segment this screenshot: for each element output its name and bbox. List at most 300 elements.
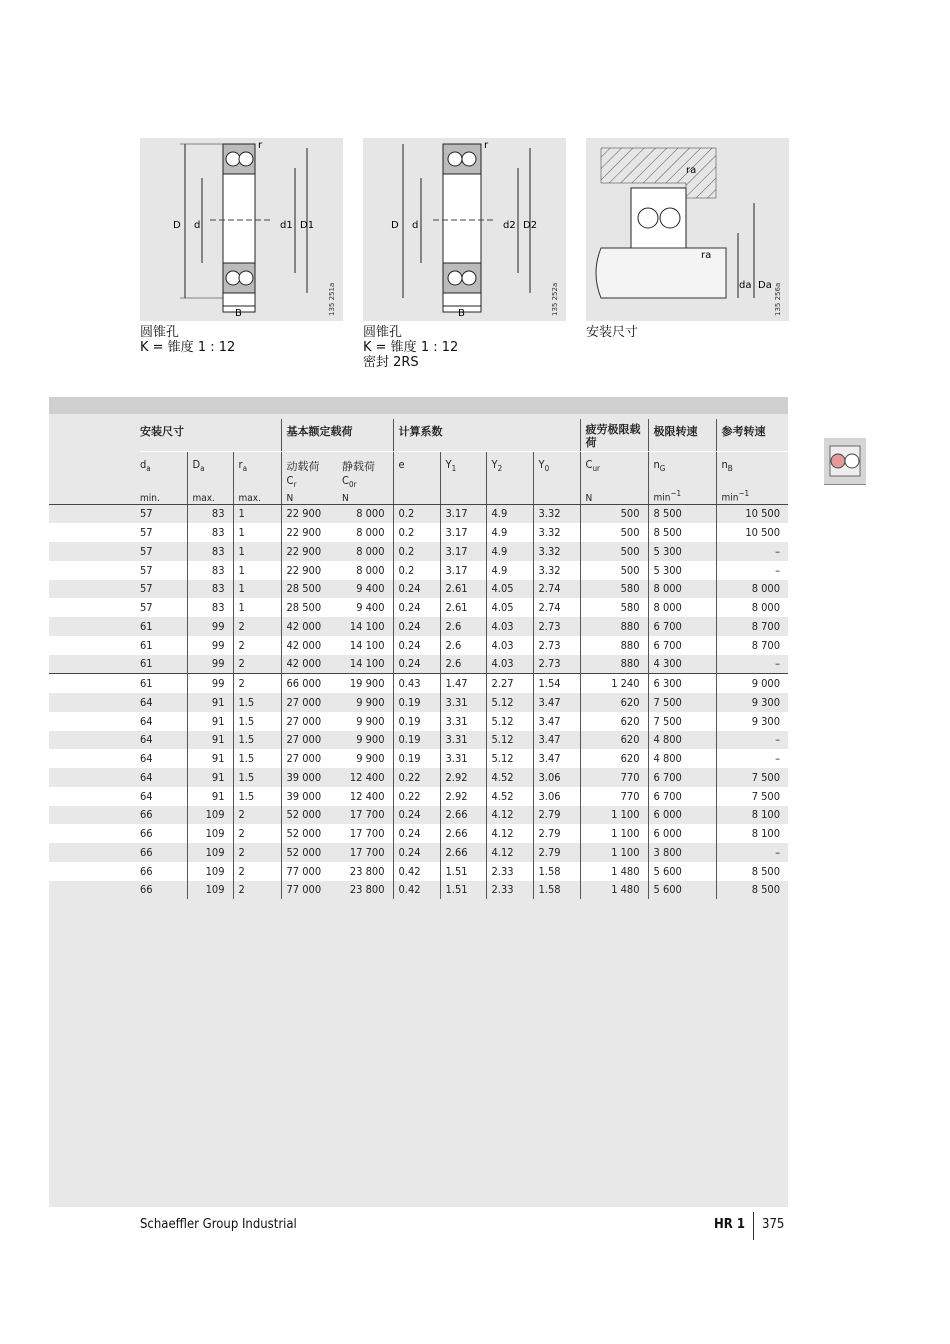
table-row	[49, 598, 788, 617]
cell-Y2: 5.12	[486, 712, 533, 731]
cell-Cr: 52 000	[281, 843, 337, 862]
cell-Y0: 3.47	[533, 731, 580, 750]
cell-da: 64	[140, 749, 187, 768]
row-lead	[49, 674, 140, 693]
cell-da: 66	[140, 862, 187, 881]
sym-da-main: d	[140, 458, 147, 471]
cell-e: 0.2	[393, 542, 440, 561]
cell-Cr: 52 000	[281, 806, 337, 825]
fig1-r-label: r	[258, 140, 263, 151]
cell-nB: –	[716, 655, 788, 674]
unit-N-2: N	[337, 489, 393, 504]
cell-nG: 6 700	[648, 768, 716, 787]
caption-2-line-3: 密封 2RS	[363, 355, 419, 370]
row-lead	[49, 504, 140, 523]
cell-da: 66	[140, 824, 187, 843]
cell-e: 0.24	[393, 843, 440, 862]
sym-dyn-text: 动载荷	[286, 460, 320, 473]
footer-catalog-text: HR 1	[714, 1217, 746, 1232]
cell-nG: 5 300	[648, 542, 716, 561]
cell-ra: 1	[233, 598, 281, 617]
cell-nB: 8 500	[716, 862, 788, 881]
cell-Cr: 77 000	[281, 862, 337, 881]
sym-C0r-main: C	[342, 474, 349, 487]
cell-Y0: 2.74	[533, 598, 580, 617]
cell-Y0: 2.79	[533, 824, 580, 843]
table-row	[49, 806, 788, 825]
cell-Y1: 3.17	[440, 504, 486, 523]
row-lead	[49, 806, 140, 825]
row-lead	[49, 580, 140, 599]
cell-Y0: 3.32	[533, 523, 580, 542]
table-row	[49, 655, 788, 674]
cell-Y2: 2.33	[486, 862, 533, 881]
cell-Y2: 2.33	[486, 881, 533, 900]
sym-Da-sub: a	[200, 464, 205, 474]
cell-Y1: 2.92	[440, 768, 486, 787]
cell-Y0: 3.32	[533, 561, 580, 580]
cell-ra: 2	[233, 881, 281, 900]
cell-da: 64	[140, 787, 187, 806]
sym-nB-main: n	[721, 458, 728, 471]
cell-Y0: 3.06	[533, 768, 580, 787]
cell-Da: 99	[187, 674, 233, 693]
cell-Cur: 500	[580, 561, 648, 580]
row-lead	[49, 712, 140, 731]
cell-Cur: 500	[580, 504, 648, 523]
cell-Da: 99	[187, 617, 233, 636]
cell-Y1: 2.92	[440, 787, 486, 806]
table-body	[49, 504, 788, 899]
cell-ra: 1	[233, 561, 281, 580]
cell-C0r: 8 000	[337, 542, 393, 561]
cell-e: 0.19	[393, 712, 440, 731]
unit-rpm-1-exp: −1	[670, 489, 682, 499]
cell-Cr: 22 900	[281, 523, 337, 542]
cell-Cr: 42 000	[281, 655, 337, 674]
cell-Cr: 77 000	[281, 881, 337, 900]
cell-Y2: 5.12	[486, 749, 533, 768]
table-row	[49, 749, 788, 768]
row-lead	[49, 787, 140, 806]
footer-company: Schaeffler Group Industrial	[140, 1217, 297, 1232]
sym-C0r-sub: 0r	[348, 480, 357, 490]
table-symbol-row	[49, 452, 788, 490]
sym-da-sub: a	[146, 464, 151, 474]
cell-Cr: 27 000	[281, 693, 337, 712]
fig3-Da-label: Da	[758, 280, 772, 291]
cell-Y1: 1.51	[440, 862, 486, 881]
sym-stat-text: 静载荷	[342, 460, 376, 473]
cell-nG: 7 500	[648, 712, 716, 731]
cell-nB: 8 000	[716, 598, 788, 617]
caption-2-line-2: K = 锥度 1 : 12	[363, 340, 459, 355]
fig2-D-label: D	[391, 220, 399, 231]
cell-da: 57	[140, 580, 187, 599]
sym-Cur-sub: ur	[592, 464, 600, 474]
table-row	[49, 787, 788, 806]
cell-nB: 10 500	[716, 523, 788, 542]
group-calc-factors: 计算系数	[393, 419, 580, 452]
cell-Cur: 1 240	[580, 674, 648, 693]
cell-Y2: 4.12	[486, 843, 533, 862]
cell-ra: 2	[233, 862, 281, 881]
cell-ra: 1.5	[233, 731, 281, 750]
cell-Y0: 2.79	[533, 806, 580, 825]
cell-nG: 6 700	[648, 787, 716, 806]
cell-Y2: 2.27	[486, 674, 533, 693]
cell-Y0: 3.47	[533, 693, 580, 712]
sym-Y1-main: Y	[445, 458, 452, 471]
sym-nG	[648, 452, 716, 490]
row-lead	[49, 542, 140, 561]
cell-Y1: 2.6	[440, 617, 486, 636]
cell-ra: 1.5	[233, 787, 281, 806]
group-mounting-dims: 安装尺寸	[140, 419, 281, 452]
table-unit-row	[49, 489, 788, 504]
cell-Y2: 4.12	[486, 806, 533, 825]
cell-Y0: 3.47	[533, 749, 580, 768]
cell-ra: 1	[233, 542, 281, 561]
sym-Cur-main: C	[585, 458, 593, 471]
group-limiting-speed: 极限转速	[648, 419, 716, 452]
cell-e: 0.2	[393, 561, 440, 580]
sym-Cr-main: C	[286, 474, 294, 487]
cell-e: 0.24	[393, 655, 440, 674]
unit-rpm-1-main: min	[653, 492, 671, 504]
cell-Cr: 39 000	[281, 787, 337, 806]
cell-da: 61	[140, 636, 187, 655]
table-row	[49, 523, 788, 542]
cell-Cur: 620	[580, 712, 648, 731]
cell-nB: 9 300	[716, 712, 788, 731]
cell-C0r: 14 100	[337, 617, 393, 636]
cell-C0r: 9 900	[337, 712, 393, 731]
cell-Da: 83	[187, 598, 233, 617]
cell-da: 57	[140, 504, 187, 523]
cell-Da: 83	[187, 580, 233, 599]
cell-Y0: 2.73	[533, 617, 580, 636]
caption-2-line-1: 圆锥孔	[363, 325, 403, 340]
row-lead	[49, 693, 140, 712]
cell-nB: 8 500	[716, 881, 788, 900]
cell-da: 66	[140, 806, 187, 825]
cell-nB: 8 100	[716, 824, 788, 843]
cell-Cur: 500	[580, 523, 648, 542]
cell-Cr: 28 500	[281, 580, 337, 599]
cell-C0r: 8 000	[337, 561, 393, 580]
cell-e: 0.24	[393, 598, 440, 617]
cell-nG: 8 500	[648, 504, 716, 523]
cell-da: 57	[140, 542, 187, 561]
cell-Da: 109	[187, 806, 233, 825]
cell-da: 57	[140, 598, 187, 617]
cell-Y2: 4.9	[486, 523, 533, 542]
fig2-d2-label: d2	[503, 220, 516, 231]
table-row	[49, 881, 788, 900]
caption-figure-2	[363, 325, 458, 370]
table-row	[49, 580, 788, 599]
cell-Y1: 2.6	[440, 655, 486, 674]
cell-da: 64	[140, 768, 187, 787]
cell-Y0: 2.79	[533, 843, 580, 862]
cell-Y0: 3.06	[533, 787, 580, 806]
cell-nG: 7 500	[648, 693, 716, 712]
cell-da: 64	[140, 693, 187, 712]
cell-da: 57	[140, 523, 187, 542]
cell-Cur: 880	[580, 655, 648, 674]
row-lead	[49, 636, 140, 655]
table-row	[49, 693, 788, 712]
fig3-da-label: da	[739, 280, 752, 291]
row-lead	[49, 768, 140, 787]
cell-e: 0.2	[393, 504, 440, 523]
cell-nG: 6 700	[648, 617, 716, 636]
cell-Da: 109	[187, 881, 233, 900]
cell-ra: 1	[233, 523, 281, 542]
cell-Cur: 770	[580, 768, 648, 787]
cell-Cr: 66 000	[281, 674, 337, 693]
cell-Y0: 2.73	[533, 636, 580, 655]
cell-Cur: 1 100	[580, 843, 648, 862]
group-load-ratings: 基本额定载荷	[281, 419, 393, 452]
sym-ra-main: r	[238, 458, 243, 471]
cell-ra: 1.5	[233, 693, 281, 712]
cell-Y2: 5.12	[486, 693, 533, 712]
footer-divider	[753, 1212, 754, 1240]
row-lead	[49, 598, 140, 617]
cell-Da: 99	[187, 636, 233, 655]
cell-nB: 10 500	[716, 504, 788, 523]
table-row	[49, 674, 788, 693]
cell-e: 0.24	[393, 806, 440, 825]
cell-nG: 6 700	[648, 636, 716, 655]
cell-nG: 3 800	[648, 843, 716, 862]
unit-max-1: max.	[187, 489, 233, 504]
cell-e: 0.24	[393, 617, 440, 636]
cell-e: 0.42	[393, 862, 440, 881]
cell-Da: 83	[187, 504, 233, 523]
sym-static-load	[337, 452, 393, 490]
cell-Y0: 1.58	[533, 862, 580, 881]
caption-1-line-1: 圆锥孔	[140, 325, 180, 340]
cell-Da: 109	[187, 843, 233, 862]
cell-Cr: 42 000	[281, 617, 337, 636]
footer-page-number: 375	[762, 1217, 785, 1232]
cell-Y2: 4.05	[486, 580, 533, 599]
cell-Cur: 1 100	[580, 824, 648, 843]
cell-nB: 9 000	[716, 674, 788, 693]
cell-da: 57	[140, 561, 187, 580]
cell-Cur: 880	[580, 617, 648, 636]
cell-ra: 2	[233, 617, 281, 636]
unit-rpm-2	[716, 489, 788, 504]
cell-Da: 91	[187, 787, 233, 806]
cell-Y0: 3.32	[533, 542, 580, 561]
cell-nG: 4 800	[648, 731, 716, 750]
caption-1-line-2: K = 锥度 1 : 12	[140, 340, 236, 355]
cell-Y1: 3.17	[440, 542, 486, 561]
fig2-B-label: B	[458, 308, 465, 319]
table-group-header-row	[49, 419, 788, 452]
cell-Cur: 620	[580, 693, 648, 712]
cell-C0r: 17 700	[337, 824, 393, 843]
cell-da: 64	[140, 712, 187, 731]
cell-Y0: 3.32	[533, 504, 580, 523]
group-reference-speed: 参考转速	[716, 419, 788, 452]
unit-rpm-2-exp: −1	[738, 489, 750, 499]
cell-Da: 91	[187, 693, 233, 712]
cell-Y0: 3.47	[533, 712, 580, 731]
cell-Da: 91	[187, 712, 233, 731]
cell-nG: 8 000	[648, 580, 716, 599]
row-lead	[49, 749, 140, 768]
fig2-r-label: r	[484, 140, 489, 151]
cell-nB: 8 000	[716, 580, 788, 599]
cell-nG: 8 500	[648, 523, 716, 542]
cell-Y2: 4.9	[486, 542, 533, 561]
sym-Cur	[580, 452, 648, 490]
cell-ra: 1.5	[233, 768, 281, 787]
sym-Cr-sub: r	[293, 480, 297, 490]
cell-da: 61	[140, 617, 187, 636]
cell-e: 0.42	[393, 881, 440, 900]
table-row	[49, 542, 788, 561]
cell-Da: 91	[187, 768, 233, 787]
unit-min: min.	[140, 489, 187, 504]
bearing-data-table	[49, 419, 788, 899]
cell-Cr: 39 000	[281, 768, 337, 787]
cell-nB: –	[716, 561, 788, 580]
table-row	[49, 824, 788, 843]
section-tab-thumbnail	[824, 438, 866, 485]
sym-Y2	[486, 452, 533, 490]
sym-e: e	[393, 452, 440, 490]
fig1-d-label: d	[194, 220, 201, 231]
cell-Y1: 2.61	[440, 598, 486, 617]
cell-ra: 2	[233, 636, 281, 655]
cell-C0r: 17 700	[337, 806, 393, 825]
row-lead	[49, 655, 140, 674]
cell-Da: 109	[187, 862, 233, 881]
sym-nB-sub: B	[727, 464, 733, 474]
cell-Da: 109	[187, 824, 233, 843]
cell-C0r: 14 100	[337, 655, 393, 674]
table-row	[49, 768, 788, 787]
cell-C0r: 17 700	[337, 843, 393, 862]
caption-figure-3	[586, 325, 638, 340]
cell-Y0: 1.58	[533, 881, 580, 900]
sym-nG-main: n	[653, 458, 660, 471]
cell-C0r: 23 800	[337, 862, 393, 881]
cell-Y2: 4.52	[486, 768, 533, 787]
cell-Cr: 28 500	[281, 598, 337, 617]
table-row	[49, 862, 788, 881]
cell-Y1: 3.31	[440, 693, 486, 712]
cell-Da: 83	[187, 542, 233, 561]
fatigue-limit-text: 疲劳极限载荷	[585, 423, 641, 449]
cell-e: 0.19	[393, 749, 440, 768]
cell-Y1: 2.6	[440, 636, 486, 655]
row-lead	[49, 561, 140, 580]
cell-Da: 91	[187, 731, 233, 750]
cell-nB: 9 300	[716, 693, 788, 712]
sym-Da	[187, 452, 233, 490]
table-row	[49, 731, 788, 750]
cell-Cur: 620	[580, 731, 648, 750]
cell-Y1: 2.66	[440, 806, 486, 825]
cell-C0r: 12 400	[337, 768, 393, 787]
cell-da: 66	[140, 881, 187, 900]
cell-nB: 8 700	[716, 636, 788, 655]
cell-ra: 2	[233, 824, 281, 843]
cell-e: 0.22	[393, 787, 440, 806]
cell-C0r: 23 800	[337, 881, 393, 900]
sym-da	[140, 452, 187, 490]
cell-Y2: 4.52	[486, 787, 533, 806]
cell-e: 0.2	[393, 523, 440, 542]
cell-C0r: 12 400	[337, 787, 393, 806]
cell-nG: 4 300	[648, 655, 716, 674]
cell-Cr: 27 000	[281, 749, 337, 768]
cell-nB: –	[716, 731, 788, 750]
cell-Y1: 3.31	[440, 731, 486, 750]
sym-ra	[233, 452, 281, 490]
cell-Y0: 2.74	[533, 580, 580, 599]
cell-Da: 91	[187, 749, 233, 768]
row-lead	[49, 731, 140, 750]
sym-nB	[716, 452, 788, 490]
sym-Da-main: D	[192, 458, 201, 471]
cell-C0r: 9 400	[337, 580, 393, 599]
cell-nG: 6 000	[648, 806, 716, 825]
table-row	[49, 843, 788, 862]
sym-Y1	[440, 452, 486, 490]
cell-nB: 8 700	[716, 617, 788, 636]
sym-Y2-main: Y	[491, 458, 498, 471]
cell-Y2: 4.9	[486, 561, 533, 580]
unit-rpm-2-main: min	[721, 492, 739, 504]
cell-e: 0.24	[393, 636, 440, 655]
cell-Cr: 22 900	[281, 561, 337, 580]
sym-ra-sub: a	[242, 464, 247, 474]
cell-Y1: 2.66	[440, 824, 486, 843]
cell-Cr: 22 900	[281, 542, 337, 561]
cell-C0r: 8 000	[337, 523, 393, 542]
fig3-ra-bottom-label: ra	[701, 250, 712, 261]
cell-ra: 1	[233, 504, 281, 523]
cell-nG: 6 000	[648, 824, 716, 843]
cell-Y1: 3.31	[440, 749, 486, 768]
mounting-dimensions-drawing	[586, 138, 789, 321]
row-lead	[49, 881, 140, 900]
cell-Da: 83	[187, 523, 233, 542]
cell-Cur: 880	[580, 636, 648, 655]
cell-Y0: 1.54	[533, 674, 580, 693]
cell-Y1: 2.61	[440, 580, 486, 599]
cell-Da: 83	[187, 561, 233, 580]
cell-Cur: 1 100	[580, 806, 648, 825]
cell-nG: 5 600	[648, 862, 716, 881]
cell-C0r: 19 900	[337, 674, 393, 693]
cell-nB: –	[716, 749, 788, 768]
footer-catalog	[714, 1217, 745, 1232]
cell-e: 0.19	[393, 731, 440, 750]
cell-Y0: 2.73	[533, 655, 580, 674]
fig3-id: 135 256a	[774, 282, 782, 316]
cell-ra: 2	[233, 655, 281, 674]
cell-ra: 1.5	[233, 712, 281, 731]
